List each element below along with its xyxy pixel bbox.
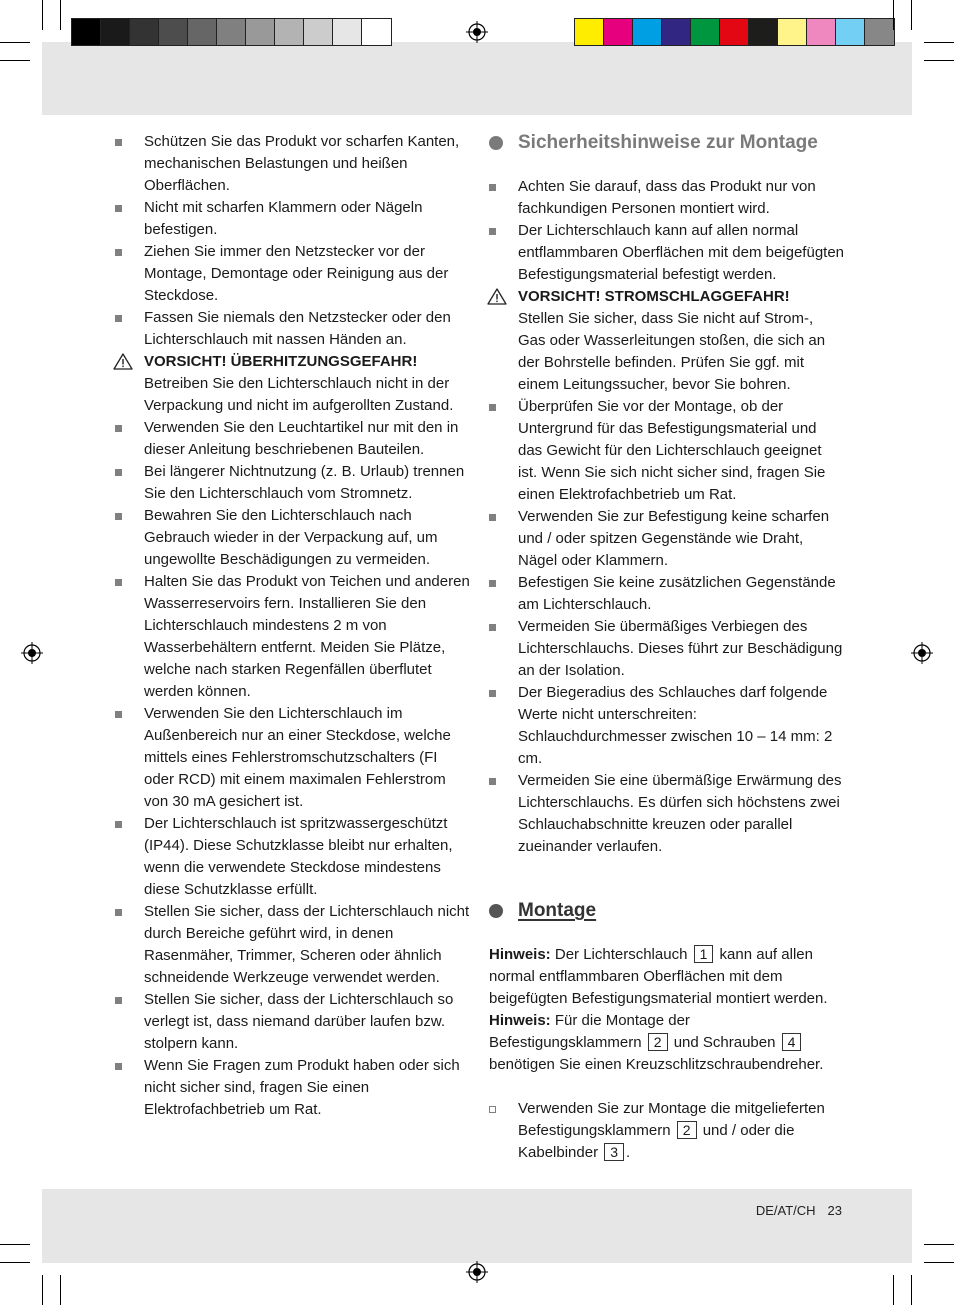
- crop-mark: [924, 1244, 954, 1245]
- color-control-strip: [574, 18, 895, 46]
- step-text: .: [626, 1144, 631, 1161]
- grayscale-control-strip: [71, 18, 392, 46]
- registration-mark-icon: [911, 642, 933, 664]
- part-reference: 4: [782, 1033, 802, 1051]
- list-item-text: Überprüfen Sie vor der Montage, ob der Untergrund für das Befestigungsmaterial und das Gewicht für den Lichterschlauch geeignet ist. Wenn Sie sich nicht sicher sind, fragen Sie einen Elektrofachbetrieb um Rat.: [518, 398, 826, 503]
- warning-text: Stellen Sie sicher, dass Sie nicht auf Strom-, Gas oder Wasserleitungen stoßen, die sich an der Bohrstelle befinden. Prüfen Sie ggf. mit einem Leitungssucher, bevor Sie bohren.: [518, 310, 826, 393]
- warning-text: Betreiben Sie den Lichterschlauch nicht in der Verpackung und nicht im aufgerollten Zustand.: [144, 375, 454, 414]
- mounting-safety-list: [489, 176, 844, 858]
- note-paragraph: [489, 944, 844, 1010]
- square-bullet-icon: [115, 139, 122, 146]
- crop-mark: [893, 0, 894, 30]
- list-item: [115, 901, 470, 989]
- list-item-text: Vermeiden Sie eine übermäßige Erwärmung des Lichterschlauchs. Es dürfen sich höchstens zwei Schlauchabschnitte kreuzen oder parallel zueinander verlaufen.: [518, 772, 842, 855]
- crop-mark: [893, 1275, 894, 1305]
- list-item-text: Achten Sie darauf, dass das Produkt nur von fachkundigen Personen montiert wird.: [518, 178, 816, 217]
- note-text: und Schrauben: [669, 1034, 780, 1051]
- color-swatch: [130, 19, 159, 45]
- color-swatch: [865, 19, 894, 45]
- list-item-text: Wenn Sie Fragen zum Produkt haben oder sich nicht sicher sind, fragen Sie einen Elektrofachbetrieb um Rat.: [144, 1057, 460, 1118]
- crop-mark: [60, 1275, 61, 1305]
- list-item-text: Bewahren Sie den Lichterschlauch nach Gebrauch wieder in der Verpackung auf, um ungewollte Beschädigungen zu vermeiden.: [144, 507, 438, 568]
- list-item-text: Befestigen Sie keine zusätzlichen Gegenstände am Lichterschlauch.: [518, 574, 836, 613]
- list-item-text: Ziehen Sie immer den Netzstecker vor der Montage, Demontage oder Reinigung aus der Steckdose.: [144, 243, 449, 304]
- list-item: [489, 220, 844, 286]
- color-swatch: [604, 19, 633, 45]
- color-swatch: [749, 19, 778, 45]
- crop-mark: [0, 1262, 30, 1263]
- part-reference: 1: [694, 945, 714, 963]
- square-bullet-icon: [115, 205, 122, 212]
- list-item: [115, 813, 470, 901]
- list-item: [489, 176, 844, 220]
- montage-step: [489, 1098, 844, 1164]
- note-paragraph: [489, 1010, 844, 1076]
- crop-mark: [42, 1275, 43, 1305]
- list-item: [115, 241, 470, 307]
- crop-mark: [924, 42, 954, 43]
- color-swatch: [662, 19, 691, 45]
- color-swatch: [159, 19, 188, 45]
- list-item: [115, 571, 470, 703]
- list-item: [489, 572, 844, 616]
- step-text: und / oder die Kabelbinder: [518, 1122, 795, 1161]
- list-item-text: Schützen Sie das Produkt vor scharfen Kanten, mechanischen Belastungen und heißen Oberflächen.: [144, 133, 460, 194]
- list-item: [489, 770, 844, 858]
- square-bullet-icon: [115, 425, 122, 432]
- montage-steps: [489, 1098, 844, 1164]
- color-swatch: [691, 19, 720, 45]
- color-swatch: [836, 19, 865, 45]
- crop-mark: [924, 60, 954, 61]
- warning-item: [115, 351, 470, 417]
- part-reference: 2: [648, 1033, 668, 1051]
- square-bullet-icon: [115, 469, 122, 476]
- warning-triangle-icon: [113, 353, 133, 370]
- list-item: [489, 616, 844, 682]
- section-bullet-icon: [489, 136, 503, 150]
- registration-mark-icon: [466, 21, 488, 43]
- square-bullet-icon: [489, 580, 496, 587]
- color-swatch: [72, 19, 101, 45]
- square-bullet-icon: [115, 997, 122, 1004]
- header-band: [42, 42, 912, 115]
- list-item: [115, 307, 470, 351]
- list-item-text: Halten Sie das Produkt von Teichen und anderen Wasserreservoirs fern. Installieren Sie den Lichterschlauch mindestens 2 m von Wasserbehältern entfernt. Meiden Sie Plätze, welche nach starken Regenfällen überflutet werden können.: [144, 573, 470, 700]
- section-heading-montage: [489, 899, 844, 923]
- crop-mark: [0, 1244, 30, 1245]
- list-item-text: Bei längerer Nichtnutzung (z. B. Urlaub) trennen Sie den Lichterschlauch vom Stromnetz.: [144, 463, 465, 502]
- square-bullet-icon: [115, 821, 122, 828]
- list-item: [115, 417, 470, 461]
- list-item-text: Vermeiden Sie übermäßiges Verbiegen des Lichterschlauchs. Dieses führt zur Beschädigung an der Isolation.: [518, 618, 843, 679]
- list-item: [115, 989, 470, 1055]
- square-bullet-icon: [115, 579, 122, 586]
- warning-item: [489, 286, 844, 396]
- warning-label: VORSICHT! STROMSCHLAGGEFAHR!: [518, 288, 790, 305]
- list-item-text: Verwenden Sie den Leuchtartikel nur mit den in dieser Anleitung beschriebenen Bauteilen.: [144, 419, 459, 458]
- color-swatch: [275, 19, 304, 45]
- square-bullet-icon: [489, 778, 496, 785]
- right-column: [489, 131, 844, 1164]
- crop-mark: [924, 1262, 954, 1263]
- list-item: [115, 703, 470, 813]
- square-bullet-icon: [489, 690, 496, 697]
- color-swatch: [333, 19, 362, 45]
- list-item: [115, 461, 470, 505]
- section-title: Sicherheitshinweise zur Montage: [518, 132, 818, 153]
- list-item-text: Der Lichterschlauch ist spritzwassergeschützt (IP44). Diese Schutzklasse bleibt nur erhalten, wenn die verwendete Steckdose mindestens diese Schutzklasse erfüllt.: [144, 815, 453, 898]
- square-bullet-icon: [115, 1063, 122, 1070]
- list-item-text: Verwenden Sie zur Befestigung keine scharfen und / oder spitzen Gegenstände wie Draht, Nägel oder Klammern.: [518, 508, 830, 569]
- footer-band: [42, 1189, 912, 1263]
- list-item-text: Stellen Sie sicher, dass der Lichterschlauch so verlegt ist, dass niemand darüber laufen bzw. stolpern kann.: [144, 991, 454, 1052]
- color-swatch: [246, 19, 275, 45]
- part-reference: 2: [677, 1121, 697, 1139]
- note-text: benötigen Sie einen Kreuzschlitzschraubendreher.: [489, 1056, 824, 1073]
- color-swatch: [217, 19, 246, 45]
- color-swatch: [101, 19, 130, 45]
- checkbox-bullet-icon: [489, 1106, 496, 1113]
- note-text: Der Lichterschlauch: [550, 946, 692, 963]
- safety-list: [115, 131, 470, 1121]
- list-item-text: Fassen Sie niemals den Netzstecker oder den Lichterschlauch mit nassen Händen an.: [144, 309, 451, 348]
- registration-mark-icon: [21, 642, 43, 664]
- list-item: [489, 396, 844, 506]
- list-item: [489, 506, 844, 572]
- square-bullet-icon: [489, 514, 496, 521]
- list-item: [115, 505, 470, 571]
- part-reference: 3: [604, 1143, 624, 1161]
- list-item: [115, 131, 470, 197]
- note-text: kann auf allen normal entflammbaren Oberflächen mit dem beigefügten Befestigungsmaterial montiert werden.: [489, 946, 828, 1007]
- color-swatch: [575, 19, 604, 45]
- note-label: Hinweis:: [489, 1012, 551, 1029]
- crop-mark: [911, 0, 912, 30]
- crop-mark: [42, 0, 43, 30]
- section-title: Montage: [518, 900, 597, 921]
- color-swatch: [188, 19, 217, 45]
- square-bullet-icon: [489, 184, 496, 191]
- square-bullet-icon: [489, 624, 496, 631]
- list-item-text: Stellen Sie sicher, dass der Lichterschlauch nicht durch Bereiche geführt wird, in denen Rasenmäher, Trimmer, Scheren oder ähnlich schneidende Werkzeuge verwendet werden.: [144, 903, 470, 986]
- list-item: [115, 1055, 470, 1121]
- square-bullet-icon: [489, 228, 496, 235]
- square-bullet-icon: [115, 513, 122, 520]
- note-text: Für die Montage der Befestigungsklammern: [489, 1012, 690, 1051]
- list-item-text: Der Lichterschlauch kann auf allen normal entflammbaren Oberflächen mit dem beigefügten Befestigungsmaterial befestigt werden.: [518, 222, 845, 283]
- crop-mark: [911, 1275, 912, 1305]
- color-swatch: [362, 19, 391, 45]
- page-footer: [756, 1203, 842, 1218]
- registration-mark-icon: [466, 1261, 488, 1283]
- color-swatch: [807, 19, 836, 45]
- square-bullet-icon: [115, 249, 122, 256]
- list-item: [115, 197, 470, 241]
- warning-label: VORSICHT! ÜBERHITZUNGSGEFAHR!: [144, 353, 418, 370]
- crop-mark: [0, 60, 30, 61]
- list-item-text: Nicht mit scharfen Klammern oder Nägeln befestigen.: [144, 199, 423, 238]
- left-column: [115, 131, 470, 1121]
- list-item: [489, 682, 844, 770]
- warning-triangle-icon: [487, 288, 507, 305]
- list-item-text: Der Biegeradius des Schlauches darf folgende Werte nicht unterschreiten: Schlauchdurchmesser zwischen 10 – 14 mm: 2 cm.: [518, 684, 833, 767]
- section-bullet-icon: [489, 904, 503, 918]
- color-swatch: [778, 19, 807, 45]
- color-swatch: [720, 19, 749, 45]
- section-heading-safety: [489, 131, 844, 155]
- square-bullet-icon: [115, 909, 122, 916]
- step-text: Verwenden Sie zur Montage die mitgelieferten Befestigungsklammern: [518, 1100, 825, 1139]
- page-number: 23: [827, 1203, 842, 1218]
- square-bullet-icon: [115, 315, 122, 322]
- color-swatch: [633, 19, 662, 45]
- list-item-text: Verwenden Sie den Lichterschlauch im Außenbereich nur an einer Steckdose, welche mittels eines Fehlerstromschutzschalters (FI oder RCD) mit einem maximalen Fehlerstrom von 30 mA gesichert ist.: [144, 705, 451, 810]
- square-bullet-icon: [489, 404, 496, 411]
- note-label: Hinweis:: [489, 946, 551, 963]
- footer-region: DE/AT/CH: [755, 1203, 816, 1218]
- crop-mark: [60, 0, 61, 30]
- crop-mark: [0, 42, 30, 43]
- color-swatch: [304, 19, 333, 45]
- square-bullet-icon: [115, 711, 122, 718]
